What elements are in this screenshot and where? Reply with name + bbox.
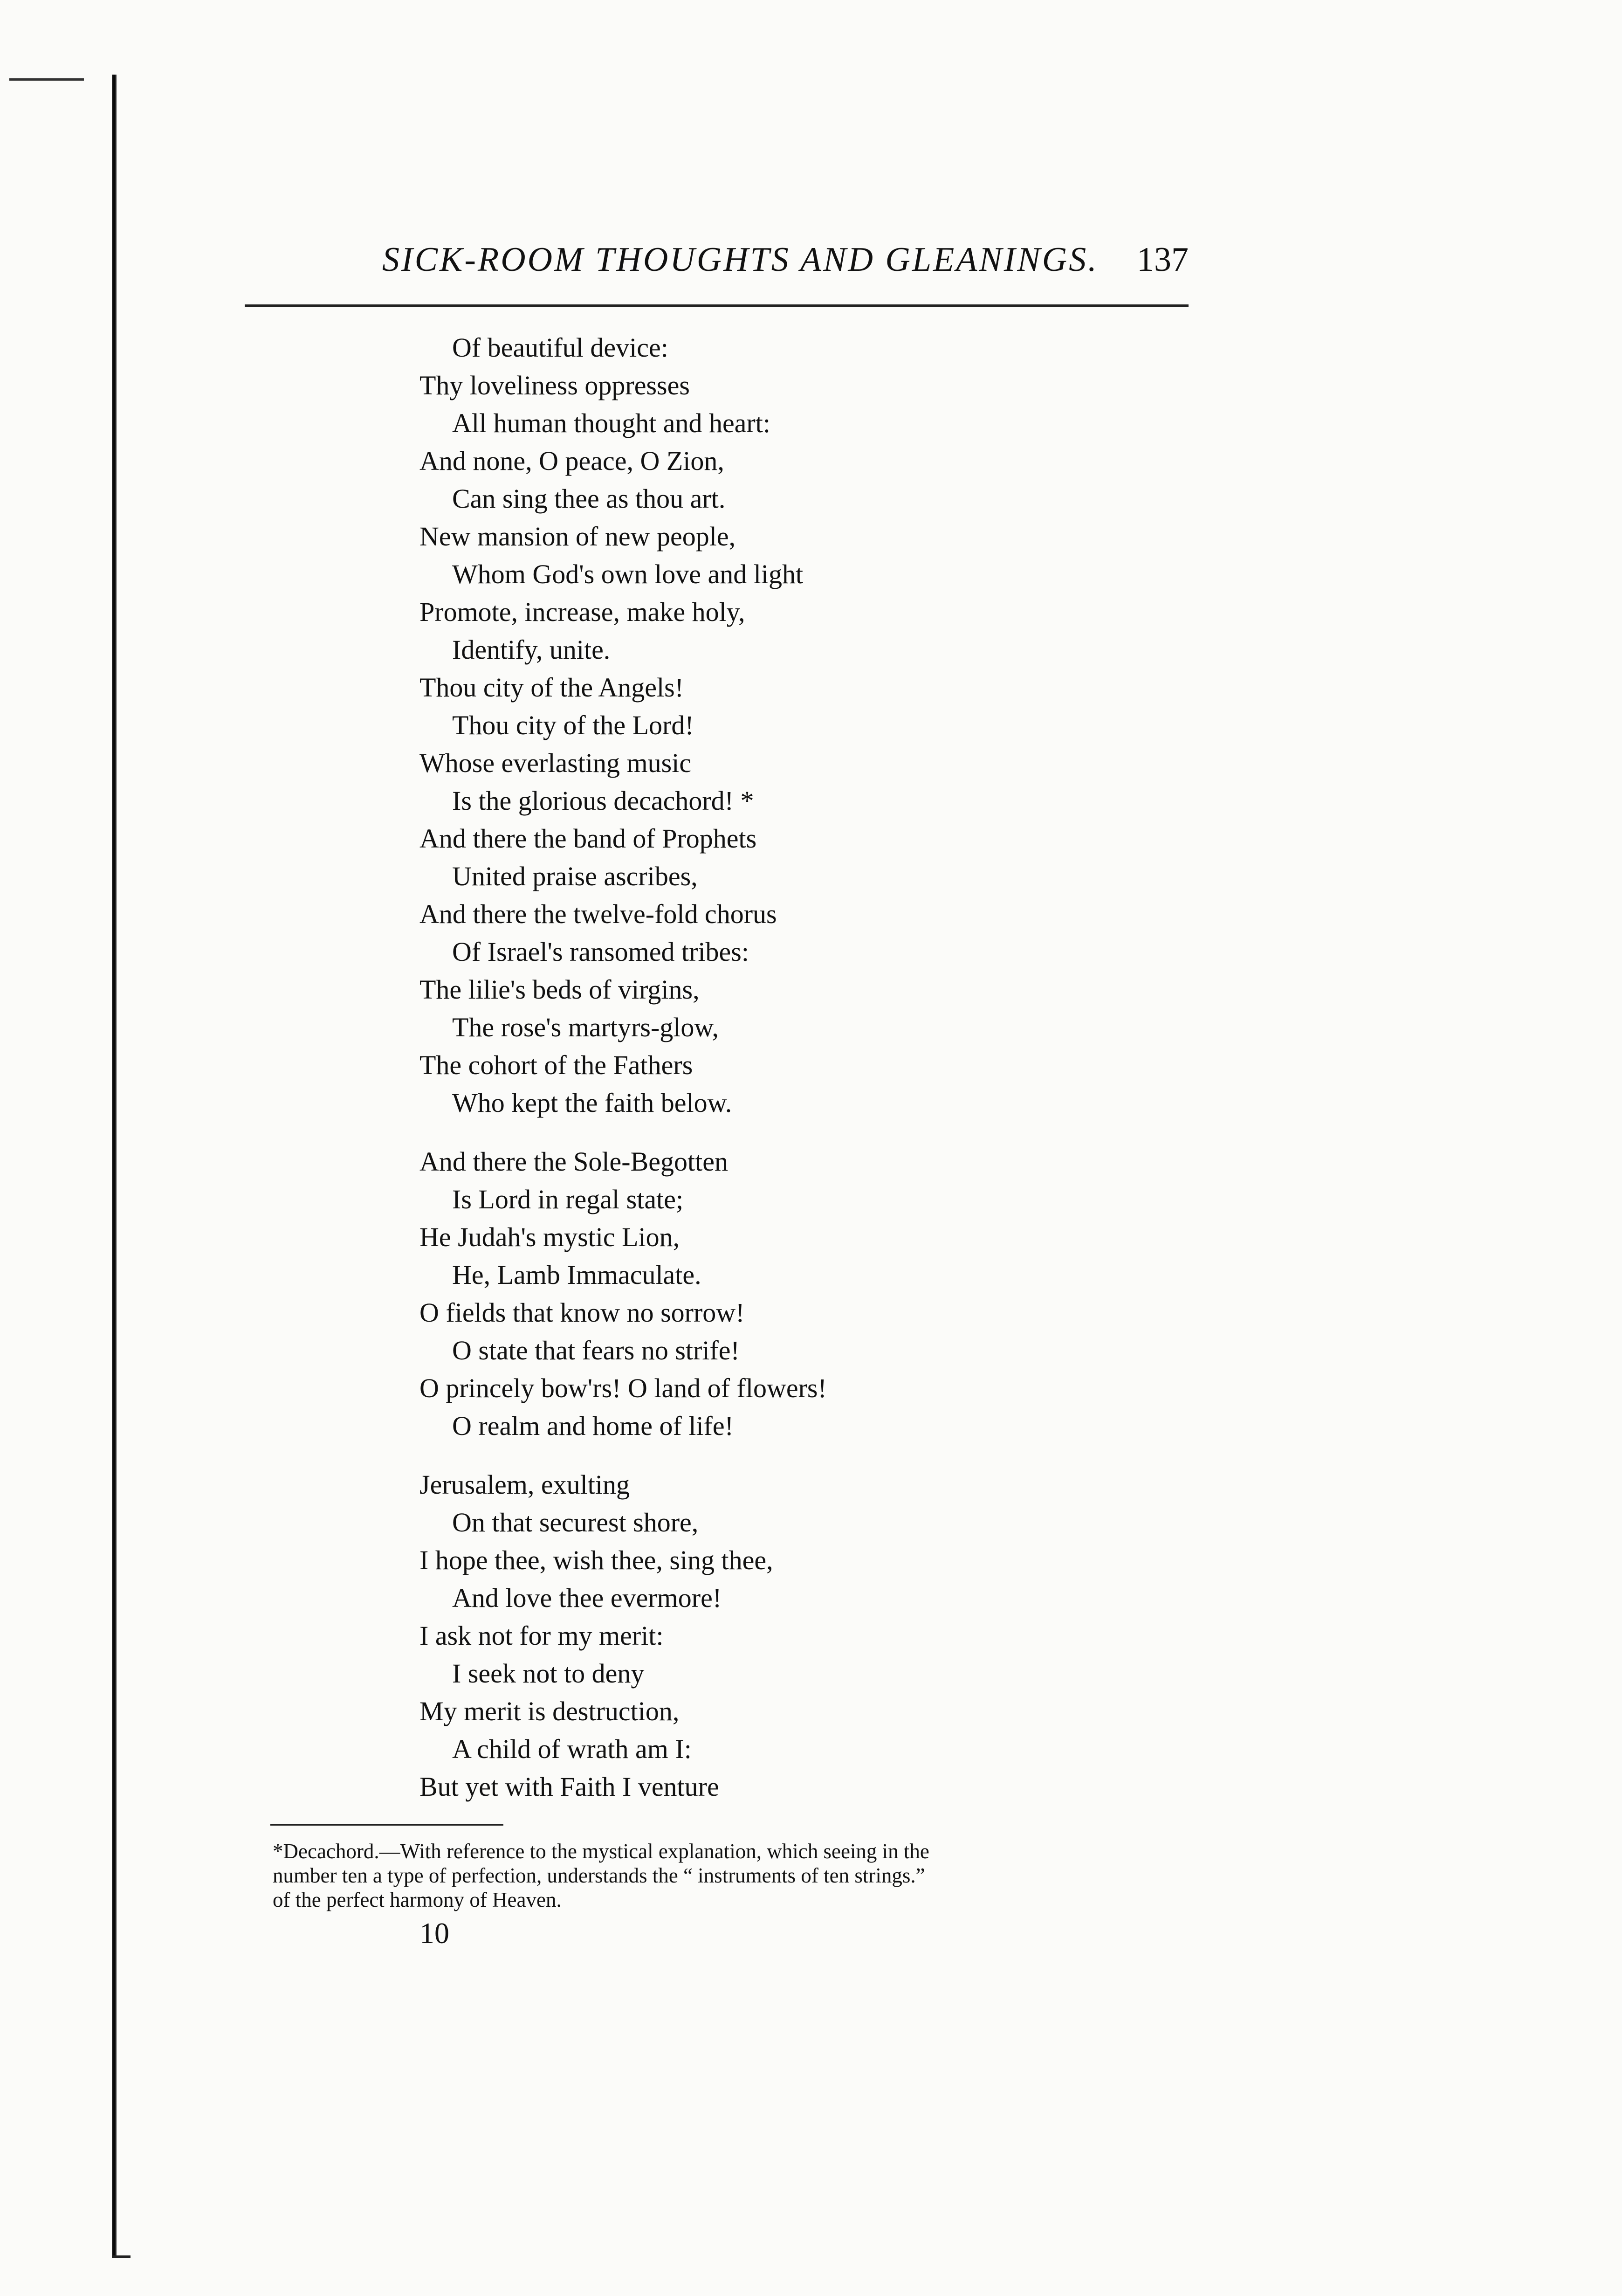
poem-line: Is Lord in regal state;	[452, 1184, 684, 1214]
stanza	[419, 1466, 1119, 1806]
poem-line: Thy loveliness oppresses	[419, 370, 690, 400]
poem-line: O fields that know no sorrow!	[419, 1297, 745, 1328]
poem-line: Of beautiful device:	[452, 332, 668, 363]
poem-line: Of Israel's ransomed tribes:	[452, 937, 749, 967]
binding-edge-bottom	[112, 2255, 131, 2258]
poem-line: I ask not for my merit:	[419, 1620, 664, 1651]
poem-line: A child of wrath am I:	[452, 1734, 692, 1764]
poem-line: Thou city of the Angels!	[419, 672, 684, 703]
page-header	[382, 240, 1189, 287]
poem-line: I hope thee, wish thee, sing thee,	[419, 1545, 773, 1575]
poem-line: United praise ascribes,	[452, 861, 698, 891]
poem-line: And there the twelve-fold chorus	[419, 899, 777, 929]
poem-line: O princely bow'rs! O land of flowers!	[419, 1373, 827, 1403]
poem-line: My merit is destruction,	[419, 1696, 680, 1726]
header-rule	[245, 304, 1189, 307]
poem	[419, 329, 1119, 1806]
poem-line: Identify, unite.	[452, 634, 611, 665]
page-number: 137	[1137, 241, 1189, 279]
poem-line: Jerusalem, exulting	[419, 1469, 630, 1500]
poem-line: And none, O peace, O Zion,	[419, 446, 724, 476]
poem-line: O realm and home of life!	[452, 1411, 734, 1441]
poem-line: He Judah's mystic Lion,	[419, 1222, 680, 1252]
poem-line: Can sing thee as thou art.	[452, 483, 726, 514]
poem-line: And there the band of Prophets	[419, 823, 757, 854]
poem-line: The lilie's beds of virgins,	[419, 974, 700, 1005]
poem-line: Whose everlasting music	[419, 748, 692, 778]
footnote	[273, 1839, 1233, 1912]
stanza	[419, 329, 1119, 1122]
footnote-line: number ten a type of perfection, understands the “ instruments of ten strings.”	[273, 1864, 925, 1887]
poem-line: And love thee evermore!	[452, 1583, 722, 1613]
binding-edge	[112, 75, 117, 2256]
poem-line: I seek not to deny	[452, 1658, 645, 1689]
poem-line: Promote, increase, make holy,	[419, 597, 745, 627]
poem-line: O state that fears no strife!	[452, 1335, 740, 1365]
poem-line: Thou city of the Lord!	[452, 710, 694, 740]
poem-line: He, Lamb Immaculate.	[452, 1260, 701, 1290]
poem-line: On that securest shore,	[452, 1507, 699, 1538]
signature-mark: 10	[419, 1917, 449, 1950]
poem-line: New mansion of new people,	[419, 521, 736, 552]
stanza	[419, 1143, 1119, 1445]
poem-line: And there the Sole-Begotten	[419, 1146, 728, 1177]
poem-line: Whom God's own love and light	[452, 559, 804, 589]
poem-line: The cohort of the Fathers	[419, 1050, 693, 1080]
running-head: SICK-ROOM THOUGHTS AND GLEANINGS.	[382, 241, 1099, 279]
binding-edge-top	[9, 78, 84, 81]
poem-line: The rose's martyrs-glow,	[452, 1012, 719, 1042]
poem-line: All human thought and heart:	[452, 408, 770, 438]
poem-line: Is the glorious decachord! *	[452, 786, 754, 816]
poem-line: But yet with Faith I venture	[419, 1772, 719, 1802]
footnote-line: of the perfect harmony of Heaven.	[273, 1888, 562, 1911]
poem-line: Who kept the faith below.	[452, 1088, 732, 1118]
footnote-line: *Decachord.—With reference to the mystical explanation, which seeing in the	[273, 1840, 929, 1863]
footnote-rule	[270, 1824, 503, 1826]
